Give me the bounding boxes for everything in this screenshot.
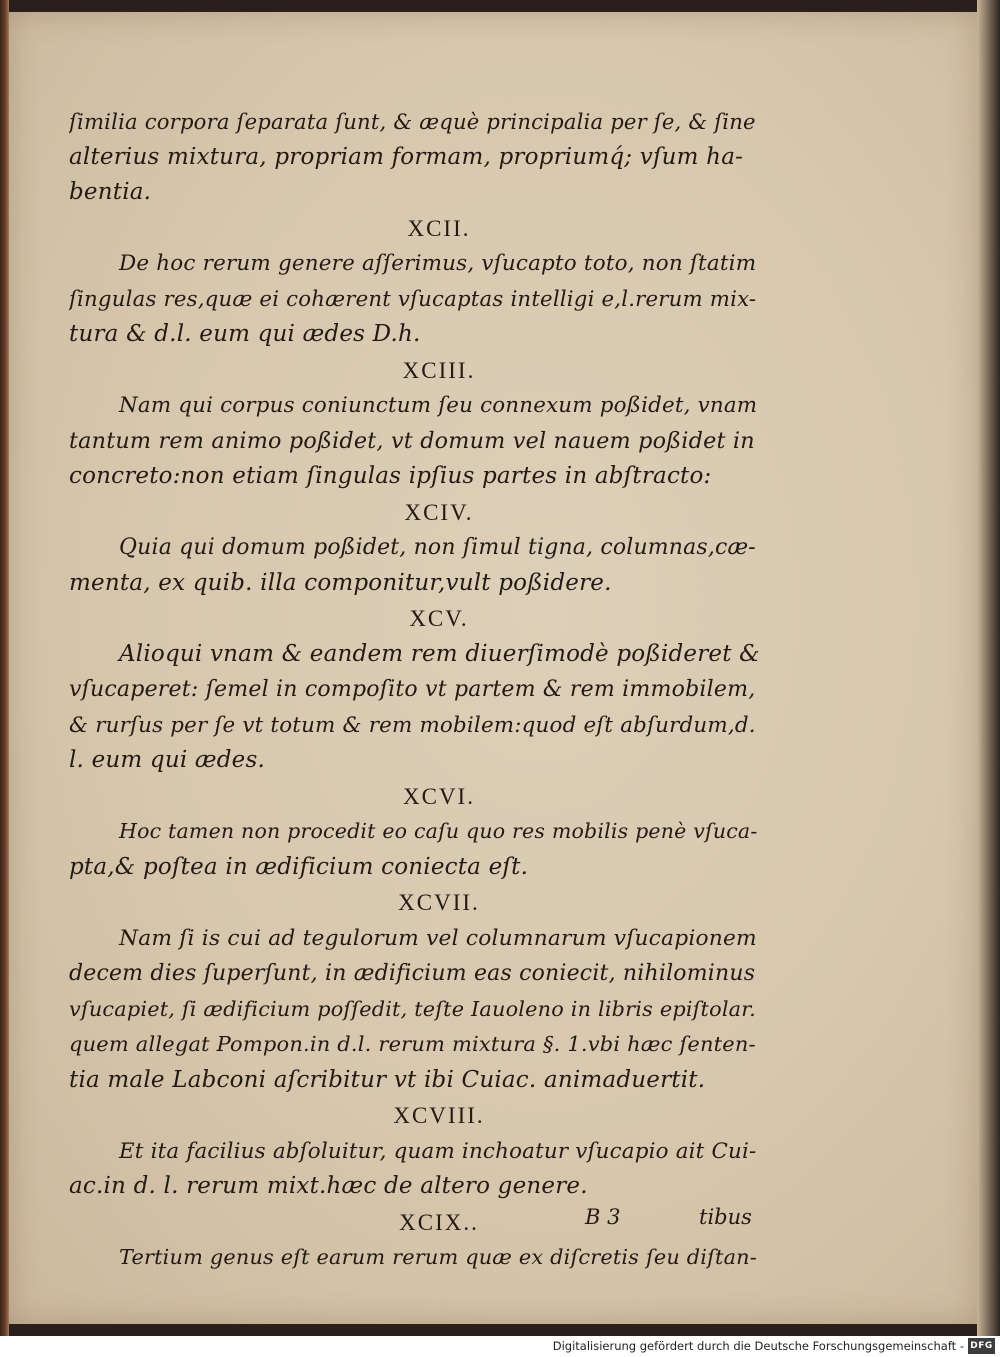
section-number-heading: XCVII. — [398, 890, 480, 915]
text-line: decem dies ſuperſunt, in ædificium eas coniecit, nihilominus — [69, 961, 756, 986]
text-line: ſimilia corpora ſeparata ſunt, & æquè principalia per ſe, & ſine — [69, 109, 756, 134]
text-line: & rurſus per ſe vt totum & rem mobilem:quod eſt abſurdum,d. — [69, 712, 756, 738]
section-number-heading: XCIX.. — [399, 1209, 479, 1235]
signature-mark: B 3 — [585, 1205, 621, 1229]
text-line: bentia. — [69, 179, 152, 205]
book-page — [9, 12, 977, 1324]
text-line: Quia qui domum poßidet, non ſimul tigna, columnas,cæ- — [119, 535, 756, 560]
dfg-logo-icon: DFG — [968, 1338, 995, 1354]
section-number-heading: XCIV. — [404, 499, 474, 525]
text-line: vſucapiet, ſi ædificium poſſedit, teſte Iauoleno in libris epiſtolar. — [69, 996, 756, 1021]
text-line: tura & d.l. eum qui ædes D.h. — [69, 321, 421, 347]
text-line: Tertium genus eſt earum rerum quæ ex diſcretis ſeu diſtan- — [119, 1245, 758, 1269]
text-line: vſucaperet: ſemel in compoſito vt partem & rem immobilem, — [69, 677, 756, 702]
section-number-heading: XCV. — [409, 606, 469, 631]
section-number-heading: XCVI. — [403, 783, 475, 809]
text-line: Nam ſi is cui ad tegulorum vel columnarum vſucapionem — [119, 925, 757, 951]
text-line: pta,& poſtea in ædificium coniecta eſt. — [69, 853, 529, 880]
text-line: concreto:non etiam ſingulas ipſius partes in abſtracto: — [69, 463, 712, 489]
footer-bar — [0, 1336, 1000, 1357]
book-binding-edge — [0, 0, 9, 1336]
page-right-edge — [977, 0, 1000, 1336]
text-line: De hoc rerum genere aſſerimus, vſucapto toto, non ſtatim — [119, 251, 757, 276]
text-line: tia male Labconi aſcribitur vt ibi Cuiac. animaduertit. — [69, 1066, 706, 1093]
section-number-heading: XCII. — [407, 215, 471, 241]
funding-notice: Digitalisierung gefördert durch die Deutsche Forschungsgemeinschaft - — [552, 1339, 964, 1353]
text-line: alterius mixtura, propriam formam, propriumq́; vſum ha- — [69, 143, 744, 170]
catchword: tibus — [699, 1205, 752, 1229]
page-text-block — [69, 104, 769, 1276]
text-line: l. eum qui ædes. — [69, 747, 265, 773]
text-line: menta, ex quib. illa componitur,vult poßidere. — [69, 569, 612, 596]
section-number-heading: XCIII. — [402, 357, 476, 383]
section-number-heading: XCVIII. — [393, 1103, 485, 1128]
text-line: Et ita facilius abſoluitur, quam inchoatur vſucapio ait Cui- — [119, 1138, 757, 1164]
text-line: ac.in d. l. rerum mixt.hæc de altero genere. — [69, 1173, 588, 1199]
text-line: quem allegat Pompon.in d.l. rerum mixtura §. 1.vbi hæc ſenten- — [69, 1032, 756, 1056]
text-line: ſingulas res,quæ ei cohærent vſucaptas intelligi e,l.rerum mix- — [69, 286, 757, 312]
text-line: Nam qui corpus coniunctum ſeu connexum poßidet, vnam — [119, 393, 758, 418]
text-line: tantum rem animo poßidet, vt domum vel nauem poßidet in — [69, 427, 755, 454]
text-line: Alioqui vnam & eandem rem diuerſimodè poßideret & — [119, 640, 760, 667]
text-line: Hoc tamen non procedit eo caſu quo res mobilis penè vſuca- — [119, 819, 758, 843]
